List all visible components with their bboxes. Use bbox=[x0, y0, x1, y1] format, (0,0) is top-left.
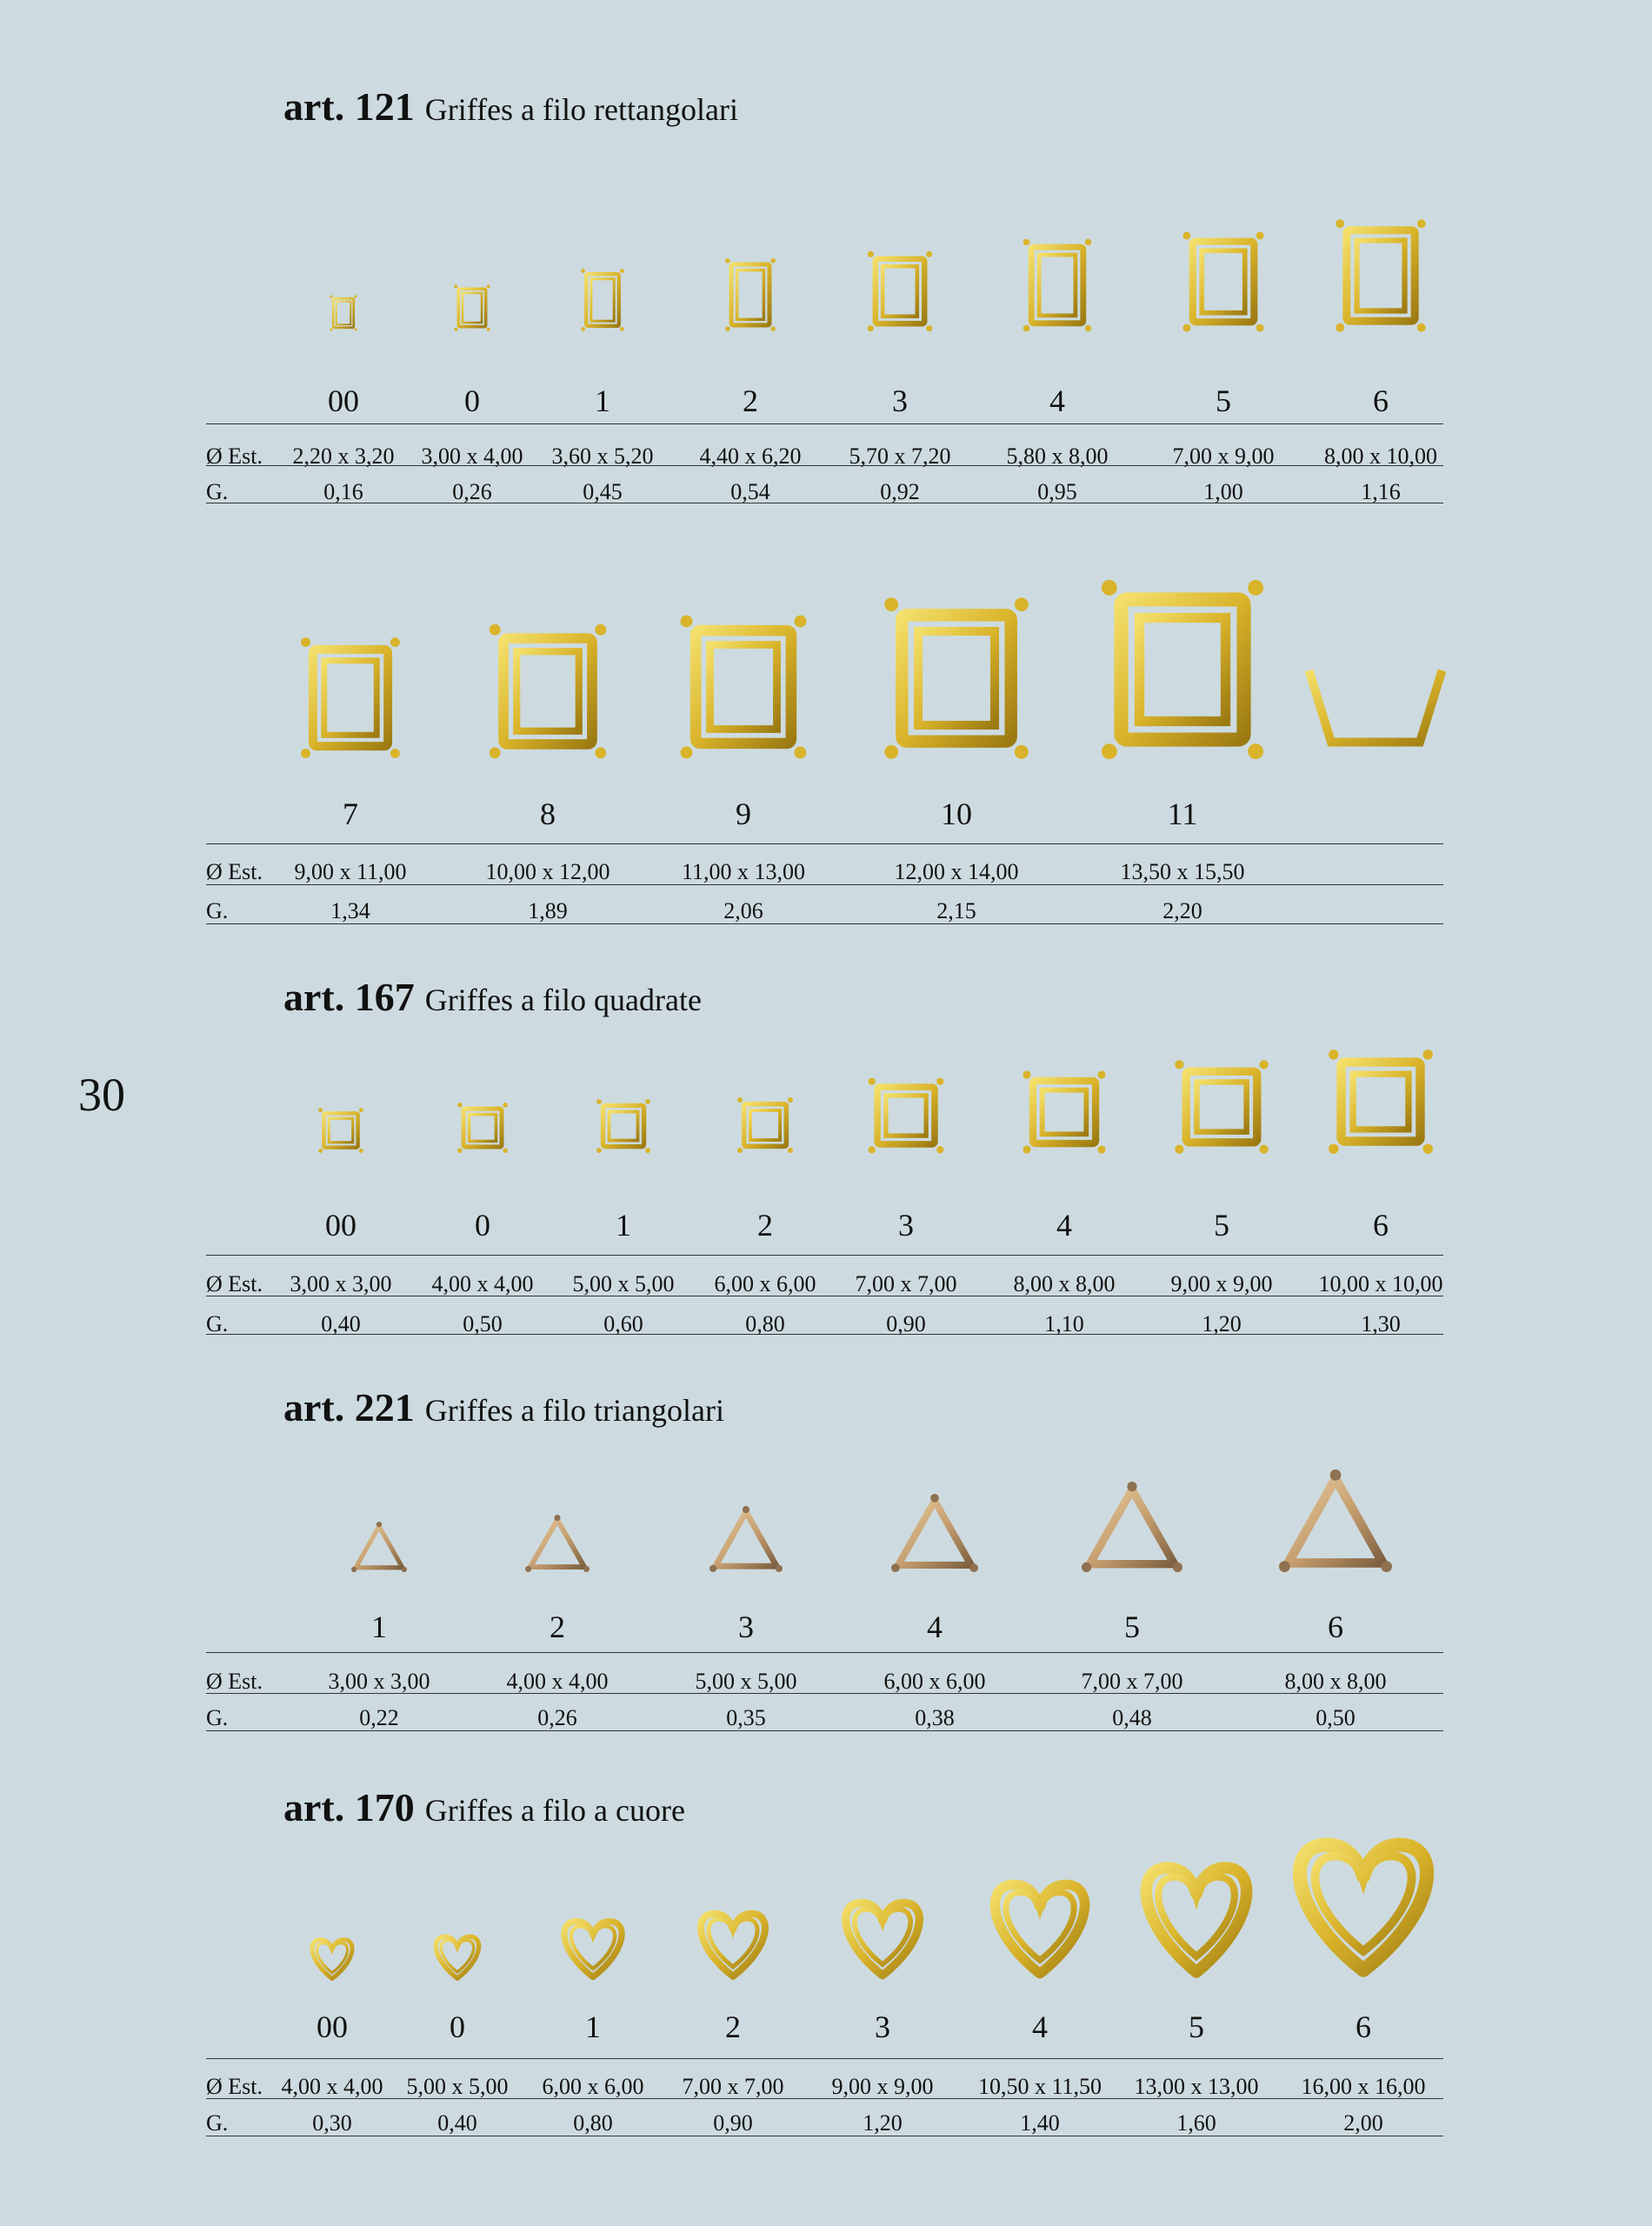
heart-setting-image bbox=[556, 1913, 630, 1983]
table-rule-2 bbox=[206, 1334, 1443, 1335]
est-row-label: Ø Est. bbox=[206, 1271, 263, 1296]
est-dimension: 10,50 x 11,50 bbox=[977, 2074, 1102, 2099]
square-setting-image bbox=[319, 1109, 363, 1152]
size-number: 4 bbox=[927, 1610, 943, 1644]
square-setting-image bbox=[597, 1100, 649, 1152]
size-number: 2 bbox=[725, 2009, 741, 2044]
est-dimension: 3,00 x 3,00 bbox=[290, 1271, 392, 1296]
size-number: 1 bbox=[616, 1208, 631, 1243]
rect-setting-image bbox=[330, 296, 356, 330]
size-number: 00 bbox=[316, 2009, 348, 2044]
page-number: 30 bbox=[78, 1069, 125, 1121]
est-dimension: 13,00 x 13,00 bbox=[1134, 2074, 1259, 2099]
weight-value: 1,40 bbox=[1020, 2110, 1060, 2136]
weight-row-label: G. bbox=[206, 1311, 229, 1336]
est-dimension: 8,00 x 8,00 bbox=[1013, 1271, 1116, 1296]
size-number: 1 bbox=[371, 1610, 387, 1644]
est-dimension: 5,00 x 5,00 bbox=[572, 1271, 675, 1296]
square-setting-image bbox=[458, 1103, 507, 1152]
size-number: 2 bbox=[743, 383, 758, 418]
est-dimension: 9,00 x 11,00 bbox=[294, 859, 407, 884]
est-dimension: 4,00 x 4,00 bbox=[431, 1271, 534, 1296]
article-number: art. 121 bbox=[283, 84, 415, 129]
weight-value: 1,30 bbox=[1361, 1311, 1401, 1336]
size-number: 4 bbox=[1032, 2009, 1048, 2044]
weight-value: 0,90 bbox=[886, 1311, 926, 1336]
triangle-setting-image bbox=[525, 1515, 590, 1572]
weight-value: 0,95 bbox=[1037, 479, 1077, 504]
weight-value: 0,48 bbox=[1112, 1705, 1152, 1730]
heart-setting-image bbox=[1281, 1826, 1446, 1983]
weight-value: 1,34 bbox=[330, 898, 370, 923]
weight-value: 0,50 bbox=[1316, 1705, 1356, 1730]
size-number: 7 bbox=[343, 796, 358, 831]
article-description: Griffes a filo quadrate bbox=[424, 983, 702, 1017]
weight-value: 0,54 bbox=[730, 479, 770, 504]
heart-setting-image bbox=[306, 1934, 358, 1983]
table-rule-1 bbox=[206, 2098, 1443, 2099]
est-dimension: 5,00 x 5,00 bbox=[406, 2074, 509, 2099]
square-setting-image bbox=[738, 1098, 792, 1152]
weight-value: 1,10 bbox=[1044, 1311, 1084, 1336]
weight-row-label: G. bbox=[206, 2110, 229, 2136]
size-number: 2 bbox=[550, 1610, 565, 1644]
square-setting-image bbox=[869, 1079, 943, 1152]
est-dimension: 10,00 x 10,00 bbox=[1318, 1271, 1443, 1296]
est-dimension: 5,80 x 8,00 bbox=[1006, 443, 1109, 469]
est-dimension: 2,20 x 3,20 bbox=[292, 443, 395, 469]
rect-setting-image bbox=[887, 600, 1026, 756]
est-dimension: 11,00 x 13,00 bbox=[681, 859, 806, 884]
size-number: 5 bbox=[1216, 383, 1231, 418]
table-rule-0 bbox=[206, 1652, 1443, 1653]
est-dimension: 3,60 x 5,20 bbox=[551, 443, 654, 469]
table-rule-2 bbox=[206, 1730, 1443, 1731]
est-dimension: 8,00 x 10,00 bbox=[1324, 443, 1437, 469]
weight-value: 2,15 bbox=[936, 898, 976, 923]
table-rule-1 bbox=[206, 465, 1443, 466]
table-rule-1 bbox=[206, 1693, 1443, 1694]
rect-setting-image bbox=[491, 626, 604, 756]
est-row-label: Ø Est. bbox=[206, 1669, 263, 1694]
rect-setting-image bbox=[1024, 240, 1090, 330]
weight-row-label: G. bbox=[206, 1705, 229, 1730]
size-number: 6 bbox=[1373, 383, 1389, 418]
weight-value: 0,50 bbox=[463, 1311, 503, 1336]
weight-value: 1,16 bbox=[1361, 479, 1401, 504]
weight-value: 0,26 bbox=[452, 479, 492, 504]
weight-value: 0,80 bbox=[745, 1311, 785, 1336]
triangle-setting-image bbox=[1082, 1482, 1182, 1572]
weight-value: 0,35 bbox=[726, 1705, 766, 1730]
size-number: 5 bbox=[1189, 2009, 1204, 2044]
size-number: 3 bbox=[738, 1610, 754, 1644]
est-dimension: 4,00 x 4,00 bbox=[506, 1669, 609, 1694]
weight-row-label: G. bbox=[206, 479, 229, 504]
rect-setting-image bbox=[1184, 233, 1262, 330]
size-number: 2 bbox=[757, 1208, 773, 1243]
weight-value: 1,20 bbox=[863, 2110, 903, 2136]
article-number: art. 167 bbox=[283, 975, 415, 1019]
weight-value: 0,22 bbox=[359, 1705, 399, 1730]
size-number: 00 bbox=[325, 1208, 356, 1243]
size-number: 1 bbox=[595, 383, 610, 418]
size-number: 3 bbox=[875, 2009, 890, 2044]
size-number: 4 bbox=[1056, 1208, 1072, 1243]
weight-value: 0,80 bbox=[573, 2110, 613, 2136]
est-dimension: 3,00 x 4,00 bbox=[421, 443, 523, 469]
square-setting-image bbox=[1176, 1062, 1267, 1152]
weight-value: 0,40 bbox=[321, 1311, 361, 1336]
size-number: 11 bbox=[1167, 796, 1198, 831]
square-setting-image bbox=[1024, 1072, 1104, 1152]
table-rule-0 bbox=[206, 843, 1443, 844]
weight-value: 2,20 bbox=[1162, 898, 1202, 923]
size-number: 6 bbox=[1328, 1610, 1343, 1644]
est-dimension: 9,00 x 9,00 bbox=[831, 2074, 934, 2099]
weight-value: 0,90 bbox=[713, 2110, 753, 2136]
rect-setting-image bbox=[455, 285, 490, 330]
size-number: 1 bbox=[585, 2009, 601, 2044]
heart-setting-image bbox=[1131, 1852, 1262, 1983]
weight-value: 1,20 bbox=[1202, 1311, 1242, 1336]
heart-setting-image bbox=[835, 1892, 930, 1983]
size-number: 5 bbox=[1124, 1610, 1140, 1644]
article-number: art. 170 bbox=[283, 1785, 415, 1829]
square-setting-image bbox=[1330, 1051, 1431, 1152]
size-number: 0 bbox=[464, 383, 480, 418]
est-row-label: Ø Est. bbox=[206, 2074, 263, 2099]
heart-setting-image bbox=[691, 1904, 775, 1983]
weight-value: 0,45 bbox=[583, 479, 623, 504]
weight-value: 0,60 bbox=[603, 1311, 643, 1336]
est-dimension: 3,00 x 3,00 bbox=[328, 1669, 430, 1694]
weight-value: 0,26 bbox=[537, 1705, 577, 1730]
est-dimension: 4,00 x 4,00 bbox=[281, 2074, 383, 2099]
est-dimension: 9,00 x 9,00 bbox=[1170, 1271, 1273, 1296]
est-dimension: 7,00 x 7,00 bbox=[1081, 1669, 1183, 1694]
est-dimension: 6,00 x 6,00 bbox=[714, 1271, 816, 1296]
weight-value: 1,60 bbox=[1176, 2110, 1216, 2136]
weight-value: 0,30 bbox=[312, 2110, 352, 2136]
est-dimension: 8,00 x 8,00 bbox=[1284, 1669, 1387, 1694]
size-number: 0 bbox=[450, 2009, 465, 2044]
triangle-setting-image bbox=[709, 1506, 783, 1572]
section-title-3 bbox=[283, 1784, 685, 1830]
triangle-setting-image bbox=[891, 1494, 978, 1572]
size-number: 6 bbox=[1356, 2009, 1371, 2044]
article-number: art. 221 bbox=[283, 1385, 415, 1430]
table-rule-0 bbox=[206, 1255, 1443, 1256]
weight-value: 2,00 bbox=[1343, 2110, 1383, 2136]
est-dimension: 4,40 x 6,20 bbox=[699, 443, 802, 469]
size-number: 5 bbox=[1214, 1208, 1229, 1243]
rect-setting-image bbox=[726, 259, 775, 330]
est-dimension: 7,00 x 7,00 bbox=[855, 1271, 957, 1296]
est-row-label: Ø Est. bbox=[206, 859, 263, 884]
est-dimension: 5,00 x 5,00 bbox=[695, 1669, 797, 1694]
size-number: 6 bbox=[1373, 1208, 1389, 1243]
weight-row-label: G. bbox=[206, 898, 229, 923]
est-dimension: 7,00 x 9,00 bbox=[1172, 443, 1275, 469]
heart-setting-image bbox=[430, 1930, 485, 1983]
rect-setting-image bbox=[1104, 583, 1261, 756]
table-rule-0 bbox=[206, 423, 1443, 424]
weight-value: 0,40 bbox=[437, 2110, 477, 2136]
est-dimension: 6,00 x 6,00 bbox=[883, 1669, 986, 1694]
heart-setting-image bbox=[982, 1871, 1098, 1983]
section-title-0 bbox=[283, 83, 738, 130]
weight-value: 1,00 bbox=[1203, 479, 1243, 504]
table-rule-2 bbox=[206, 923, 1443, 924]
rect-setting-side-view-image bbox=[1302, 661, 1449, 756]
table-rule-1 bbox=[206, 884, 1443, 885]
est-dimension: 13,50 x 15,50 bbox=[1120, 859, 1245, 884]
article-description: Griffes a filo a cuore bbox=[424, 1793, 685, 1828]
est-dimension: 6,00 x 6,00 bbox=[542, 2074, 644, 2099]
rect-setting-image bbox=[683, 617, 804, 756]
size-number: 00 bbox=[328, 383, 359, 418]
size-number: 3 bbox=[898, 1208, 914, 1243]
rect-setting-image bbox=[303, 639, 398, 756]
est-dimension: 16,00 x 16,00 bbox=[1301, 2074, 1426, 2099]
article-description: Griffes a filo triangolari bbox=[424, 1393, 724, 1428]
section-title-1 bbox=[283, 974, 702, 1020]
section-title-2 bbox=[283, 1384, 724, 1430]
triangle-setting-image bbox=[351, 1522, 407, 1572]
weight-value: 0,16 bbox=[323, 479, 363, 504]
est-dimension: 7,00 x 7,00 bbox=[682, 2074, 784, 2099]
triangle-setting-image bbox=[1279, 1470, 1392, 1572]
rect-setting-image bbox=[869, 252, 931, 330]
size-number: 8 bbox=[540, 796, 556, 831]
weight-value: 2,06 bbox=[723, 898, 763, 923]
weight-value: 1,89 bbox=[528, 898, 568, 923]
weight-value: 0,92 bbox=[880, 479, 920, 504]
size-number: 0 bbox=[475, 1208, 490, 1243]
size-number: 3 bbox=[892, 383, 908, 418]
table-rule-0 bbox=[206, 2058, 1443, 2059]
size-number: 10 bbox=[941, 796, 972, 831]
est-dimension: 10,00 x 12,00 bbox=[485, 859, 610, 884]
est-dimension: 5,70 x 7,20 bbox=[849, 443, 951, 469]
article-description: Griffes a filo rettangolari bbox=[424, 92, 738, 127]
weight-value: 0,38 bbox=[915, 1705, 955, 1730]
size-number: 9 bbox=[736, 796, 751, 831]
size-number: 4 bbox=[1049, 383, 1065, 418]
rect-setting-image bbox=[1337, 221, 1424, 330]
est-row-label: Ø Est. bbox=[206, 443, 263, 469]
est-dimension: 12,00 x 14,00 bbox=[894, 859, 1019, 884]
rect-setting-image bbox=[582, 270, 623, 330]
